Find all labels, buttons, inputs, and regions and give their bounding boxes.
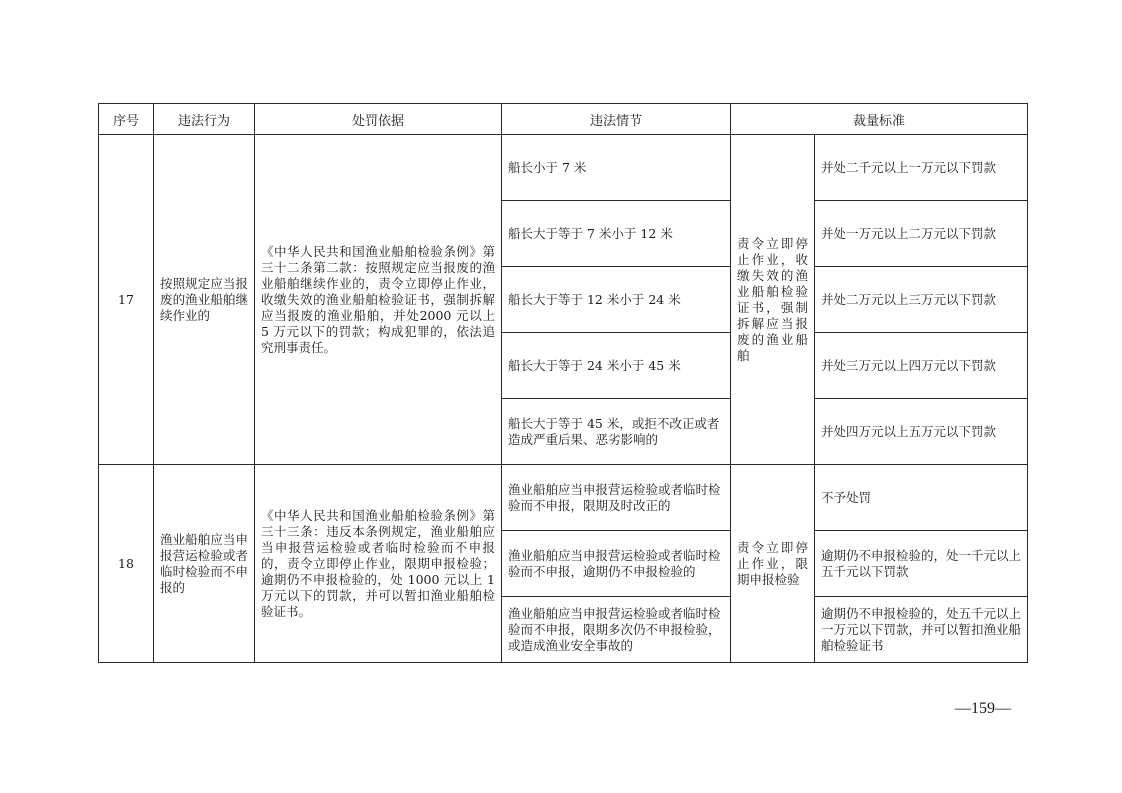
violation-behavior: 按照规定应当报废的渔业船舶继续作业的 (154, 135, 255, 465)
standard-cell: 并处一万元以上二万元以下罚款 (815, 201, 1028, 267)
row-number: 18 (99, 465, 154, 663)
circumstance-cell: 渔业船舶应当申报营运检验或者临时检验而不申报，逾期仍不申报检验的 (502, 531, 731, 597)
circumstance-cell: 船长大于等于 7 米小于 12 米 (502, 201, 731, 267)
header-row (99, 104, 1028, 135)
circumstance-cell: 渔业船舶应当申报营运检验或者临时检验而不申报，限期及时改正的 (502, 465, 731, 531)
circumstance-cell: 船长大于等于 12 米小于 24 米 (502, 267, 731, 333)
standard-cell: 并处二万元以上三万元以下罚款 (815, 267, 1028, 333)
circumstance-cell: 船长大于等于 24 米小于 45 米 (502, 333, 731, 399)
measure-cell: 责令立即停止作业，收缴失效的渔业船舶检验证书，强制拆解应当报废的渔业船舶 (731, 135, 815, 465)
page-number: —159— (955, 700, 1011, 717)
penalty-table (98, 103, 1028, 663)
header-standard: 裁量标准 (731, 104, 1028, 135)
standard-cell: 逾期仍不申报检验的，处一千元以上五千元以下罚款 (815, 531, 1028, 597)
standard-cell: 并处四万元以上五万元以下罚款 (815, 399, 1028, 465)
table-row (99, 465, 1028, 531)
penalty-basis: 《中华人民共和国渔业船舶检验条例》第三十二条第二款：按照规定应当报废的渔业船舶继续作业的，责令立即停止作业，收缴失效的渔业船舶检验证书，强制拆解应当报废的渔业船舶，并处2000 元以上 5 万元以下的罚款；构成犯罪的，依法追究刑事责任。 (255, 135, 502, 465)
table-row (99, 135, 1028, 201)
standard-cell: 不予处罚 (815, 465, 1028, 531)
measure-cell: 责令立即停止作业，限期申报检验 (731, 465, 815, 663)
standard-cell: 并处三万元以上四万元以下罚款 (815, 333, 1028, 399)
circumstance-cell: 渔业船舶应当申报营运检验或者临时检验而不申报，限期多次仍不申报检验，或造成渔业安全事故的 (502, 597, 731, 663)
standard-cell: 并处二千元以上一万元以下罚款 (815, 135, 1028, 201)
penalty-basis: 《中华人民共和国渔业船舶检验条例》第三十三条：违反本条例规定，渔业船舶应当申报营运检验或者临时检验而不申报的，责令立即停止作业，限期申报检验；逾期仍不申报检验的，处 1000 元以上 1 万元以下的罚款，并可以暂扣渔业船舶检验证书。 (255, 465, 502, 663)
row-number: 17 (99, 135, 154, 465)
circumstance-cell: 船长小于 7 米 (502, 135, 731, 201)
violation-behavior: 渔业船舶应当申报营运检验或者临时检验而不申报的 (154, 465, 255, 663)
header-no: 序号 (99, 104, 154, 135)
circumstance-cell: 船长大于等于 45 米，或拒不改正或者造成严重后果、恶劣影响的 (502, 399, 731, 465)
header-behavior: 违法行为 (154, 104, 255, 135)
header-circumstance: 违法情节 (502, 104, 731, 135)
standard-cell: 逾期仍不申报检验的，处五千元以上一万元以下罚款，并可以暂扣渔业船舶检验证书 (815, 597, 1028, 663)
header-basis: 处罚依据 (255, 104, 502, 135)
